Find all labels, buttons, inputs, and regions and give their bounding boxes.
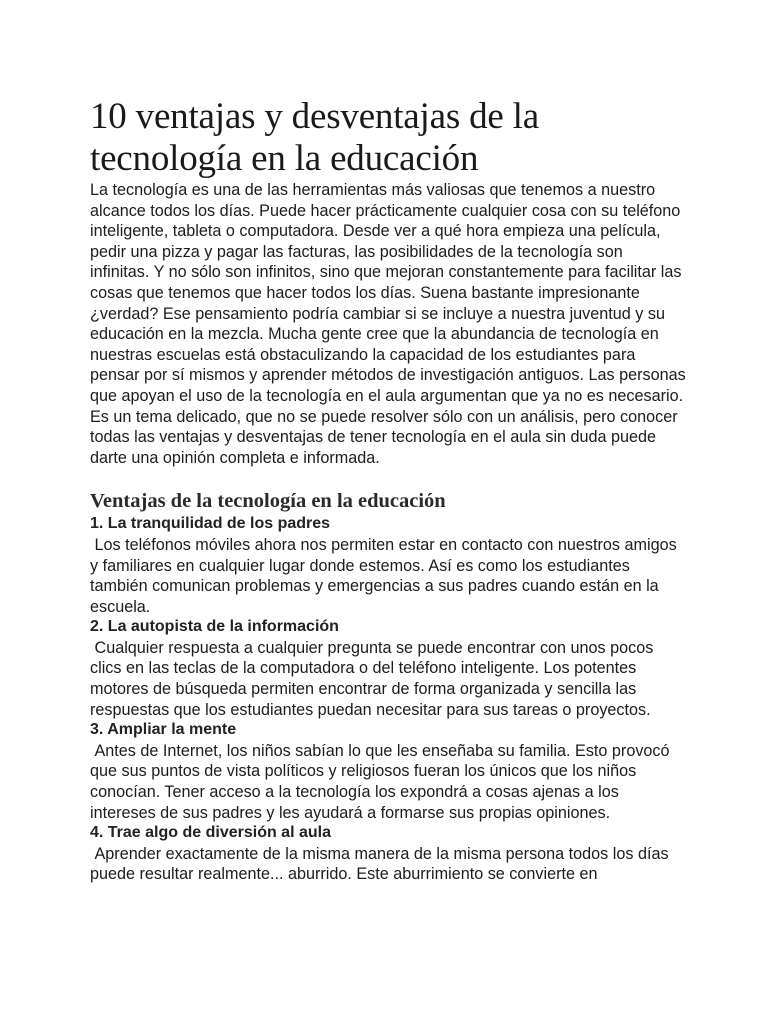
section-title: Ventajas de la tecnología en la educación [90, 490, 446, 513]
advantage-text: Los teléfonos móviles ahora nos permiten estar en contacto con nuestros amigos y familiares en cualquier lugar donde estemos. Así es como los estudiantes también comunican problemas y emergencias a sus padres cuando están en la escuela. [90, 535, 682, 616]
advantage-heading: 1. La tranquilidad de los padres [90, 515, 331, 533]
page-title: 10 ventajas y desventajas de la tecnología en la educación [90, 96, 539, 179]
intro-paragraph: La tecnología es una de las herramientas más valiosas que tenemos a nuestro alcance todos los días. Puede hacer prácticamente cualquier cosa con su teléfono inteligente, tableta o computadora. Desde ver a qué hora empieza una película, pedir una pizza y pagar las facturas, las posibilidades de la tecnología son infinitas. Y no sólo son infinitos, sino que mejoran constantemente para facilitar las cosas que tenemos que hacer todos los días. Suena bastante impresionante ¿verdad? Ese pensamiento podría cambiar si se incluye a nuestra juventud y su educación en la mezcla. Mucha gente cree que la abundancia de tecnología en nuestras escuelas está obstaculizando la capacidad de los estudiantes para pensar por sí mismos y aprender métodos de investigación antiguos. Las personas que apoyan el uso de la tecnología en el aula argumentan que ya no es necesario. Es un tema delicado, que no se puede resolver sólo con un análisis, pero conocer todas las ventajas y desventajas de tener tecnología en el aula sin duda puede darte una opinión completa e informada. [90, 181, 686, 467]
advantage-item-2 [90, 617, 686, 720]
document-content [90, 96, 686, 885]
advantage-item-3 [90, 720, 686, 823]
advantage-heading: 4. Trae algo de diversión al aula [90, 824, 331, 842]
advantage-heading: 3. Ampliar la mente [90, 721, 237, 739]
advantage-item-4 [90, 823, 686, 885]
advantage-text: Cualquier respuesta a cualquier pregunta se puede encontrar con unos pocos clics en las teclas de la computadora o del teléfono inteligente. Los potentes motores de búsqueda permiten encontrar de forma organizada y sencilla las respuestas que los estudiantes puedan necesitar para sus tareas o proyectos. [90, 638, 658, 719]
advantage-heading: 2. La autopista de la información [90, 618, 339, 636]
advantage-text: Aprender exactamente de la misma manera de la misma persona todos los días puede resultar realmente... aburrido. Este aburrimiento se convierte en [90, 844, 674, 884]
advantage-text: Antes de Internet, los niños sabían lo que les enseñaba su familia. Esto provocó que sus puntos de vista políticos y religiosos fueran los únicos que los niños conocían. Tener acceso a la tecnología los expondrá a cosas ajenas a los intereses de sus padres y les ayudará a formarse sus propias opiniones. [90, 741, 675, 822]
advantage-item-1 [90, 514, 686, 617]
